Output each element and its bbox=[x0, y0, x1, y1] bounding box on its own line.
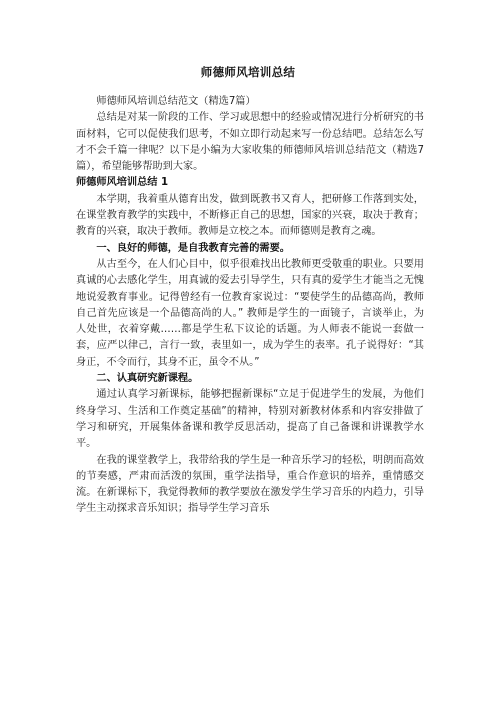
document-title: 师德师风培训总结 bbox=[200, 65, 296, 79]
point-heading-2: 二、认真研究新课程。 bbox=[96, 373, 199, 385]
point-paragraph-2a: 通过认真学习新课标，能够把握新课标“立足于促进学生的发展，为他们终身学习、生活和工作奠定基础”的精神，特别对新教材体系和内容安排做了学习和研究，开展集体备课和教学反思活动，提高了自己备课和讲课教学水平。 bbox=[76, 389, 424, 450]
section-heading: 师德师风培训总结 1 bbox=[76, 177, 169, 189]
document-subtitle: 师德师风培训总结范文（精选7篇） bbox=[96, 96, 256, 107]
point-heading-1: 一、良好的师德，是自我教育完善的需要。 bbox=[96, 242, 290, 254]
intro-paragraph: 总结是对某一阶段的工作、学习或思想中的经验或情况进行分析研究的书面材料，它可以促使我们思考，不如立即行动起来写一份总结吧。总结怎么写才不会千篇一律呢？以下是小编为大家收集的师德师风培训总结范文（精选7篇），希望能够帮助到大家。 bbox=[76, 112, 424, 173]
section-paragraph: 本学期，我着重从德育出发，做到既教书又育人，把研修工作落到实处，在课堂教育教学的实践中，不断修正自己的思想，国家的兴衰，取决于教育；教育的兴衰，取决于教师。教师是立校之本。而师德则是教育之魂。 bbox=[76, 193, 424, 238]
point-paragraph-1: 从古至今，在人们心目中，似乎很难找出比教师更受敬重的职业。只要用真诚的心去感化学生，用真诚的爱去引导学生，只有真的爱学生才能当之无愧地说爱教育事业。记得曾经有一位教育家说过：“要使学生的品德高尚，教师自己首先应该是一个品德高尚的人。” 教师是学生的一面镜子，言谈举止，为人处世，衣着穿戴……都是学生私下议论的话题。为人师表不能说一套做一套，应严以律己，言行一致，表里如一，成为学生的表率。孔子说得好：“其身正，不令而行，其身不正，虽令不从。” bbox=[76, 258, 424, 368]
document-body bbox=[76, 94, 424, 518]
point-paragraph-2b: 在我的课堂教学上，我带给我的学生是一种音乐学习的轻松，明朗而高效的节奏感，严肃而活泼的氛围，重学法指导，重合作意识的培养，重情感交流。在新课标下，我觉得教师的教学要放在激发学生学习音乐的内趋力，引导学生主动探求音乐知识；指导学生学习音乐 bbox=[76, 454, 424, 515]
